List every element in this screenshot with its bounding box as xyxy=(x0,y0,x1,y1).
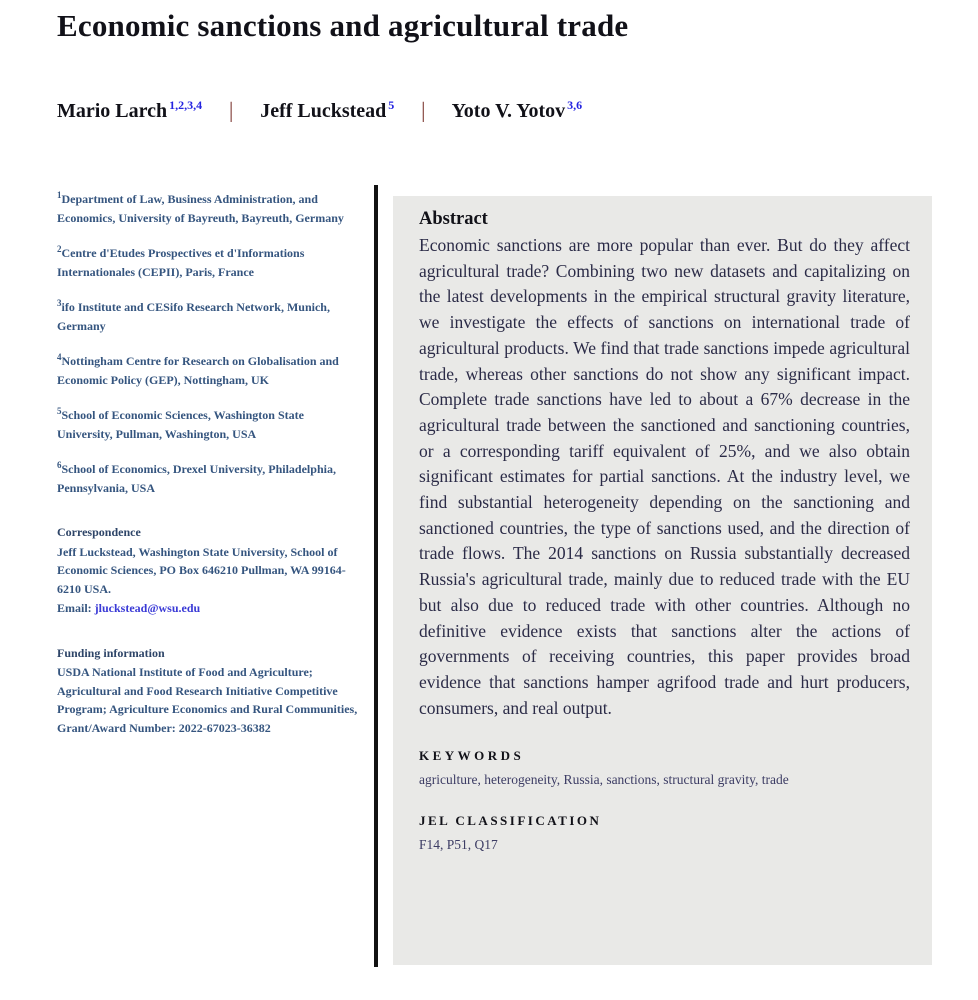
keywords-heading: KEYWORDS xyxy=(419,748,525,764)
author-line xyxy=(57,98,582,123)
affiliation-item xyxy=(57,294,360,335)
funding-text: USDA National Institute of Food and Agriculture; Agricultural and Food Research Initiative Competitive Program; Agriculture Economics and Rural Communities, Grant/Award Number: 2022-67023-36382 xyxy=(57,665,358,735)
page-title: Economic sanctions and agricultural trade xyxy=(57,8,629,43)
affiliation-item xyxy=(57,348,360,389)
column-divider xyxy=(374,185,378,967)
author-name: Jeff Luckstead xyxy=(260,99,387,122)
author-1 xyxy=(57,100,202,122)
author-name: Mario Larch xyxy=(57,99,168,122)
correspondence-email-line xyxy=(57,599,360,618)
affiliation-text: Nottingham Centre for Research on Globalisation and Economic Policy (GEP), Nottingham, UK xyxy=(57,354,339,387)
abstract-panel xyxy=(393,196,932,965)
correspondence-heading: Correspondence xyxy=(57,525,141,539)
affiliation-item xyxy=(57,456,360,497)
jel-text: F14, P51, Q17 xyxy=(419,837,498,853)
affiliation-text: ifo Institute and CESifo Research Network, Munich, Germany xyxy=(57,300,330,333)
email-link[interactable]: jluckstead@wsu.edu xyxy=(94,601,201,615)
jel-heading: JEL CLASSIFICATION xyxy=(419,813,602,829)
affiliation-superscript: 3 xyxy=(57,298,62,308)
correspondence-text: Jeff Luckstead, Washington State University, School of Economic Sciences, PO Box 646210 Pullman, WA 99164-6210 USA. xyxy=(57,544,346,596)
author-separator: | xyxy=(421,98,426,123)
article-info-column xyxy=(57,186,360,737)
affiliation-item xyxy=(57,402,360,443)
author-superscript: 1,2,3,4 xyxy=(169,98,203,112)
author-superscript: 3,6 xyxy=(567,98,583,112)
affiliation-text: Department of Law, Business Administration, and Economics, University of Bayreuth, Bayreuth, Germany xyxy=(57,192,344,225)
affiliation-superscript: 6 xyxy=(57,460,62,470)
author-3 xyxy=(452,100,583,122)
author-separator: | xyxy=(229,98,234,123)
abstract-text: Economic sanctions are more popular than ever. But do they affect agricultural trade? Combining two new datasets and capitalizing on the latest developments in the empirical structural gravity literature, we investigate the effects of sanctions on international trade of agricultural products. We find that trade sanctions impede agricultural trade, whereas other sanctions do not show any significant impact. Complete trade sanctions have led to about a 67% decrease in the agricultural trade between the sanctioned and sanctioning countries, or a corresponding tariff equivalent of 25%, and we also obtain significant estimates for partial sanctions. At the industry level, we find substantial heterogeneity depending on the sanctioning and sanctioned countries, the type of sanctions used, and the direction of trade flows. The 2014 sanctions on Russia substantially decreased Russia's agricultural trade, mainly due to reduced trade with the EU but also due to reduced trade with other countries. Although no definitive evidence exists that sanctions alter the actions of governments of receiving countries, this paper provides broad evidence that sanctions hamper agrifood trade and hurt producers, consumers, and real output. xyxy=(419,235,910,718)
affiliation-text: School of Economic Sciences, Washington State University, Pullman, Washington, USA xyxy=(57,408,304,441)
funding-heading: Funding information xyxy=(57,645,165,660)
affiliation-superscript: 4 xyxy=(57,352,62,362)
author-2 xyxy=(260,100,394,122)
author-name: Yoto V. Yotov xyxy=(451,99,566,122)
abstract-heading: Abstract xyxy=(419,209,488,229)
funding-section xyxy=(57,644,360,738)
affiliation-superscript: 5 xyxy=(57,406,62,416)
affiliation-superscript: 2 xyxy=(57,244,62,254)
affiliation-item xyxy=(57,240,360,281)
affiliation-text: Centre d'Etudes Prospectives et d'Informations Internationales (CEPII), Paris, France xyxy=(57,246,305,279)
affiliation-text: School of Economics, Drexel University, Philadelphia, Pennsylvania, USA xyxy=(57,462,336,495)
keywords-text: agriculture, heterogeneity, Russia, sanctions, structural gravity, trade xyxy=(419,772,789,788)
author-superscript: 5 xyxy=(388,98,395,112)
email-label: Email: xyxy=(57,601,92,615)
affiliation-superscript: 1 xyxy=(57,190,62,200)
affiliation-item xyxy=(57,186,360,227)
correspondence-section xyxy=(57,523,360,618)
